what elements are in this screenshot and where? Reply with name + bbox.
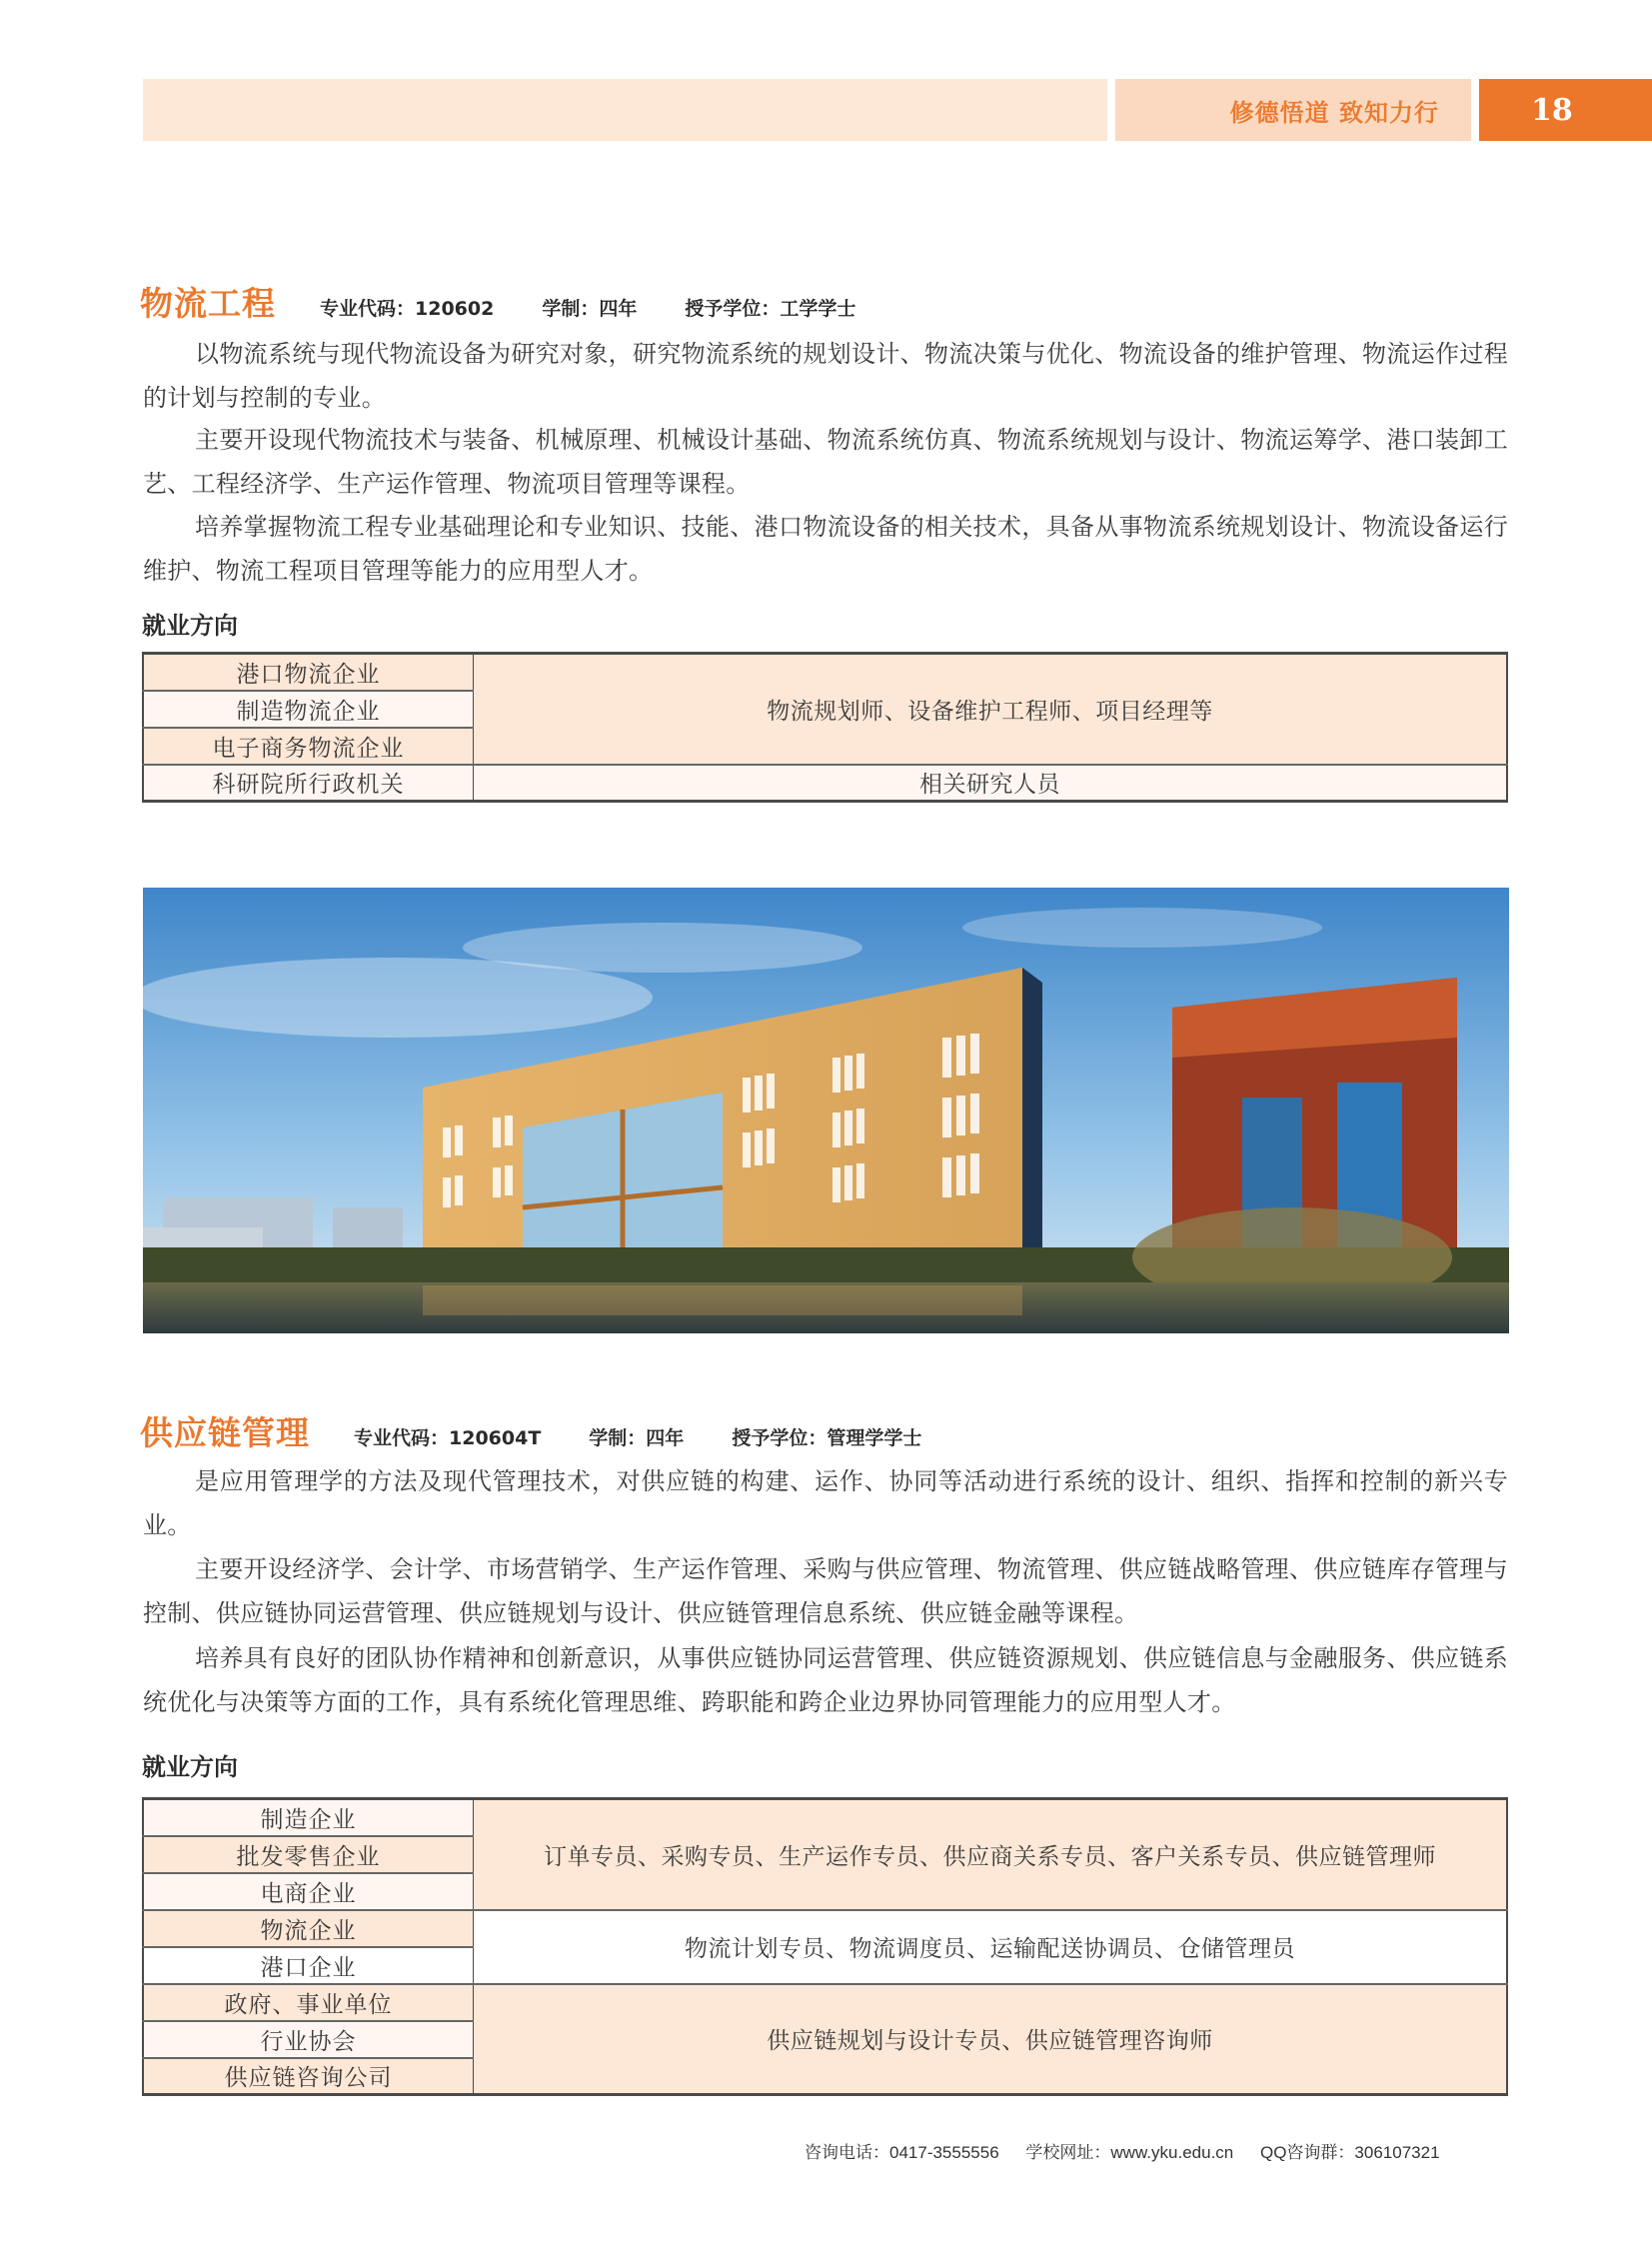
positions-cell: 物流规划师、设备维护工程师、项目经理等 xyxy=(474,654,1508,765)
employer-cell: 供应链咨询公司 xyxy=(143,2058,474,2095)
intro-paragraph: 是应用管理学的方法及现代管理技术，对供应链的构建、运作、协同等活动进行系统的设计、组织、指挥和控制的新兴专业。 xyxy=(143,1467,1508,1539)
employer-cell: 电子商务物流企业 xyxy=(143,728,474,765)
employer-cell: 港口企业 xyxy=(143,1947,474,1984)
degree-awarded: 授予学位：工学学士 xyxy=(685,298,856,320)
employer-cell: 行业协会 xyxy=(143,2021,474,2058)
footer-qq-group: QQ咨询群：306107321 xyxy=(1259,2143,1440,2162)
employer-cell: 批发零售企业 xyxy=(143,1836,474,1873)
table-row xyxy=(143,654,1507,691)
courses-paragraph: 主要开设现代物流技术与装备、机械原理、机械设计基础、物流系统仿真、物流系统规划与设计、物流运筹学、港口装卸工艺、工程经济学、生产运作管理、物流项目管理等课程。 xyxy=(143,426,1508,498)
jobs-heading: 就业方向 xyxy=(142,612,238,640)
building-image-icon xyxy=(143,888,1509,1333)
section-heading-supply-chain xyxy=(140,1407,921,1454)
section-heading-logistics-engineering xyxy=(140,278,855,325)
goals-paragraph: 培养具有良好的团队协作精神和创新意识，从事供应链协同运营管理、供应链资源规划、供应链信息与金融服务、供应链系统优化与决策等方面的工作，具有系统化管理思维、跨职能和跨企业边界协同管理能力的应用型人才。 xyxy=(143,1644,1508,1716)
positions-cell: 相关研究人员 xyxy=(474,765,1508,802)
table-row xyxy=(143,1984,1507,2021)
section-title: 供应链管理 xyxy=(140,1413,310,1452)
employer-cell: 港口物流企业 xyxy=(143,654,474,691)
campus-building-photo xyxy=(143,888,1509,1333)
intro-paragraph: 以物流系统与现代物流设备为研究对象，研究物流系统的规划设计、物流决策与优化、物流设备的维护管理、物流运作过程的计划与控制的专业。 xyxy=(143,340,1508,412)
header-motto: 修德悟道 致知力行 xyxy=(1229,98,1439,127)
footer-website: 学校网址：www.yku.edu.cn xyxy=(1025,2143,1234,2162)
courses-paragraph: 主要开设经济学、会计学、市场营销学、生产运作管理、采购与供应管理、物流管理、供应链战略管理、供应链库存管理与控制、供应链协同运营管理、供应链规划与设计、供应链管理信息系统、供应链金融等课程。 xyxy=(143,1555,1508,1627)
table-row xyxy=(143,765,1507,802)
table-row xyxy=(143,1910,1507,1947)
employer-cell: 制造物流企业 xyxy=(143,691,474,728)
positions-cell: 订单专员、采购专员、生产运作专员、供应商关系专员、客户关系专员、供应链管理师 xyxy=(474,1799,1508,1910)
footer-phone: 咨询电话：0417-3555556 xyxy=(805,2143,999,2162)
goals-paragraph: 培养掌握物流工程专业基础理论和专业知识、技能、港口物流设备的相关技术，具备从事物流系统规划设计、物流设备运行维护、物流工程项目管理等能力的应用型人才。 xyxy=(143,513,1508,585)
section-title: 物流工程 xyxy=(140,284,276,323)
employer-cell: 制造企业 xyxy=(143,1799,474,1836)
jobs-table-logistics xyxy=(142,652,1508,803)
study-duration: 学制：四年 xyxy=(589,1427,685,1449)
footer-contact xyxy=(805,2138,1462,2163)
employer-cell: 电商企业 xyxy=(143,1873,474,1910)
positions-cell: 物流计划专员、物流调度员、运输配送协调员、仓储管理员 xyxy=(474,1910,1508,1984)
table-row xyxy=(143,1799,1507,1836)
study-duration: 学制：四年 xyxy=(542,298,638,320)
header-bar-motto xyxy=(1115,79,1471,141)
header-bar-left xyxy=(143,79,1107,141)
degree-awarded: 授予学位：管理学学士 xyxy=(732,1427,922,1449)
positions-cell: 供应链规划与设计专员、供应链管理咨询师 xyxy=(474,1984,1508,2095)
employer-cell: 政府、事业单位 xyxy=(143,1984,474,2021)
major-code: 专业代码：120602 xyxy=(320,298,495,320)
jobs-table-supply-chain xyxy=(142,1797,1508,2096)
header-page-tab xyxy=(1479,79,1652,141)
page-number: 18 xyxy=(1531,92,1573,128)
employer-cell: 物流企业 xyxy=(143,1910,474,1947)
major-code: 专业代码：120604T xyxy=(354,1427,542,1449)
jobs-heading: 就业方向 xyxy=(142,1753,238,1781)
employer-cell: 科研院所行政机关 xyxy=(143,765,474,802)
